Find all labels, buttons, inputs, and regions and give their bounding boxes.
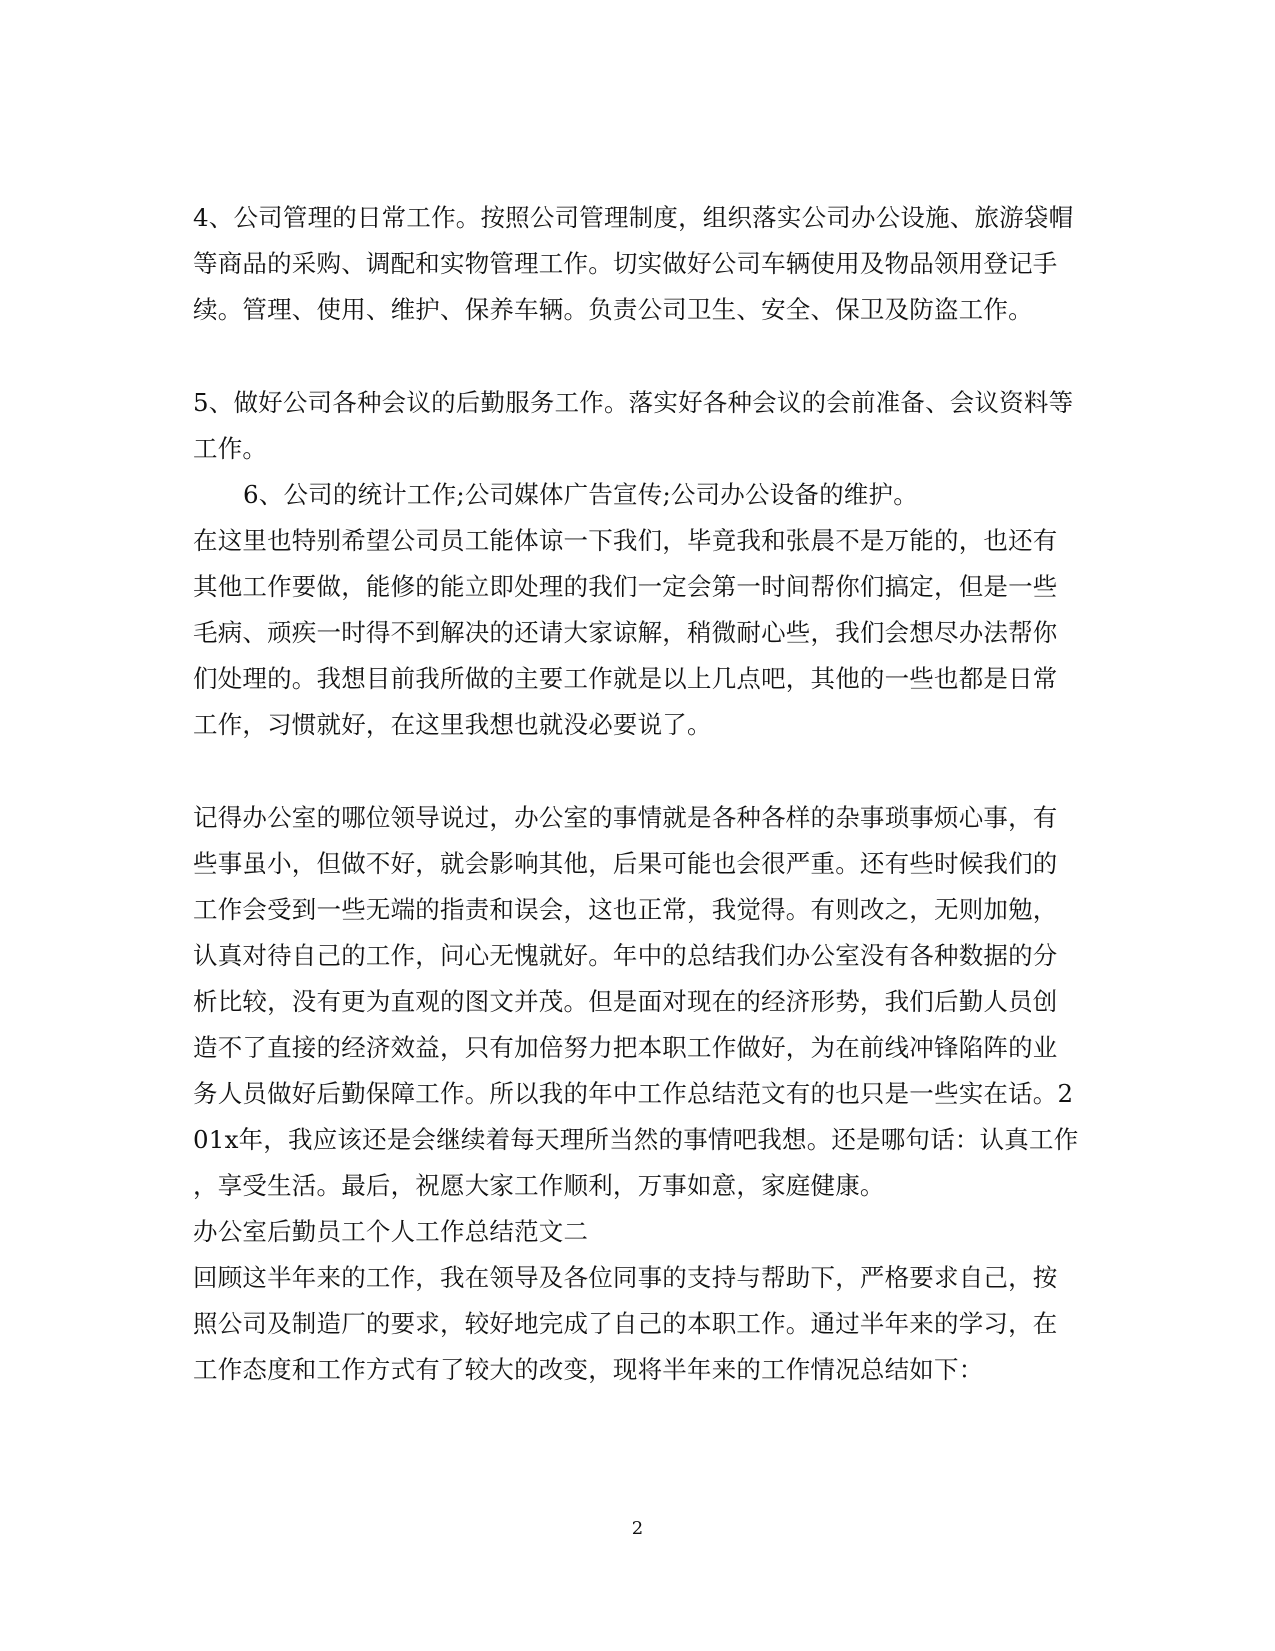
text-line: 01x年，我应该还是会继续着每天理所当然的事情吧我想。还是哪句话：认真工作 [193, 1125, 1079, 1154]
text-line: 毛病、顽疾一时得不到解决的还请大家谅解，稍微耐心些，我们会想尽办法帮你 [193, 618, 1058, 647]
text-line: 回顾这半年来的工作，我在领导及各位同事的支持与帮助下，严格要求自己，按 [193, 1263, 1058, 1292]
text-line: 续。管理、使用、维护、保养车辆。负责公司卫生、安全、保卫及防盗工作。 [193, 295, 1033, 324]
text-line: 们处理的。我想目前我所做的主要工作就是以上几点吧，其他的一些也都是日常 [193, 664, 1058, 693]
text-line: 5、做好公司各种会议的后勤服务工作。落实好各种会议的会前准备、会议资料等 [193, 388, 1074, 417]
page-number: 2 [631, 1518, 644, 1539]
text-line: 析比较，没有更为直观的图文并茂。但是面对现在的经济形势，我们后勤人员创 [193, 987, 1058, 1016]
text-line: 工作。 [193, 434, 268, 463]
text-line: ，享受生活。最后，祝愿大家工作顺利，万事如意，家庭健康。 [193, 1171, 885, 1200]
text-line: 些事虽小，但做不好，就会影响其他，后果可能也会很严重。还有些时候我们的 [193, 849, 1058, 878]
text-line: 认真对待自己的工作，问心无愧就好。年中的总结我们办公室没有各种数据的分 [193, 941, 1058, 970]
text-line: 记得办公室的哪位领导说过，办公室的事情就是各种各样的杂事琐事烦心事，有 [193, 803, 1058, 832]
text-line: 造不了直接的经济效益，只有加倍努力把本职工作做好，为在前线冲锋陷阵的业 [193, 1033, 1058, 1062]
text-line: 工作态度和工作方式有了较大的改变，现将半年来的工作情况总结如下： [193, 1355, 984, 1384]
text-line: 6、公司的统计工作;公司媒体广告宣传;公司办公设备的维护。 [243, 480, 918, 509]
text-line: 照公司及制造厂的要求，较好地完成了自己的本职工作。通过半年来的学习，在 [193, 1309, 1058, 1338]
section-heading: 办公室后勤员工个人工作总结范文二 [193, 1217, 589, 1246]
text-line: 其他工作要做，能修的能立即处理的我们一定会第一时间帮你们搞定，但是一些 [193, 572, 1058, 601]
text-line: 务人员做好后勤保障工作。所以我的年中工作总结范文有的也只是一些实在话。2 [193, 1079, 1074, 1108]
text-line: 4、公司管理的日常工作。按照公司管理制度，组织落实公司办公设施、旅游袋帽 [193, 203, 1074, 232]
text-line: 工作，习惯就好，在这里我想也就没必要说了。 [193, 710, 712, 739]
text-line: 在这里也特别希望公司员工能体谅一下我们，毕竟我和张晨不是万能的，也还有 [193, 526, 1058, 555]
text-line: 工作会受到一些无端的指责和误会，这也正常，我觉得。有则改之，无则加勉， [193, 895, 1058, 924]
text-line: 等商品的采购、调配和实物管理工作。切实做好公司车辆使用及物品领用登记手 [193, 249, 1058, 278]
